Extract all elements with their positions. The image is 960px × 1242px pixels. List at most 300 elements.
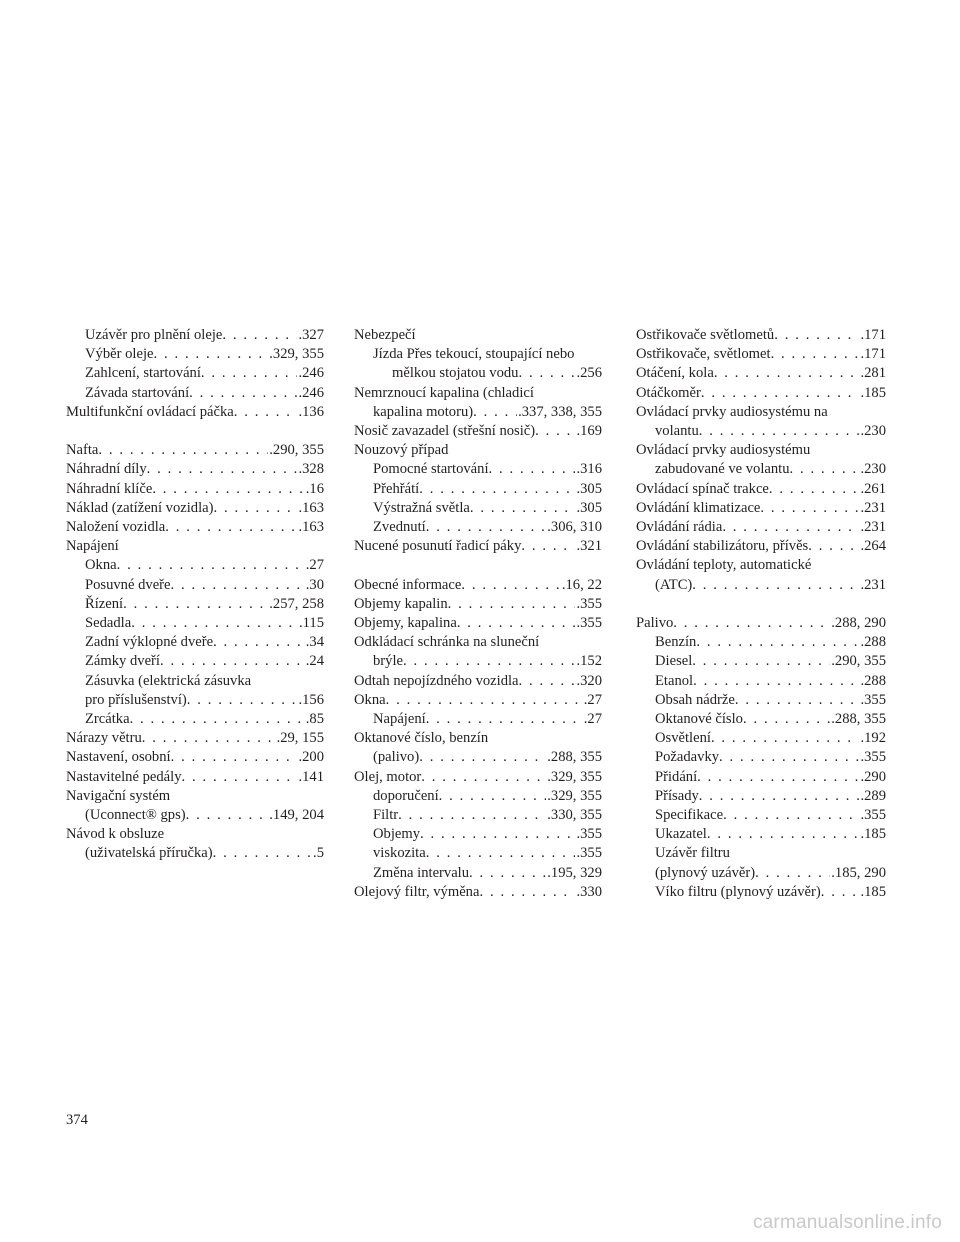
index-entry [66,672,324,710]
page-reference[interactable]: .355 [860,807,886,824]
dot-leader [457,614,576,633]
dot-leader [755,864,830,883]
index-term: Nouzový případ [354,442,449,459]
index-term: (plynový uzávěr) [655,864,756,881]
page-reference[interactable]: .246 [298,365,324,382]
index-term: Specifikace [655,807,724,824]
page-reference[interactable]: .290, 355 [831,653,886,670]
index-entry [354,806,602,825]
dot-leader [398,806,546,825]
dot-leader [448,595,576,614]
dot-leader [213,633,305,652]
index-term: Uzávěr pro plnění oleje [85,327,223,343]
index-entry-line [66,556,324,575]
page-reference[interactable]: .330 [576,883,602,900]
index-entry-line [636,537,886,556]
index-term: Odkládací schránka na sluneční [354,634,540,651]
dot-leader [469,864,546,883]
index-entry-line [66,595,324,614]
page-reference[interactable]: .85 [305,711,324,728]
index-entry-line [66,441,324,460]
dot-leader [769,480,860,499]
dot-leader [692,652,830,671]
index-entry-line [636,652,886,671]
index-entry-line [354,748,602,767]
dot-leader [426,844,576,863]
index-entry [636,326,886,345]
page-reference[interactable]: .355 [576,826,602,843]
index-entry-line [636,633,886,652]
page-reference[interactable]: .185 [860,384,886,401]
page-reference[interactable]: .321 [576,538,602,555]
index-term: Palivo [636,615,674,632]
index-entry [66,499,324,518]
page-reference[interactable]: .355 [576,595,602,612]
index-entry [354,441,602,460]
dot-leader [697,768,859,787]
index-entry [636,403,886,441]
index-entry [354,499,602,518]
index-entry-line [66,729,324,748]
index-term: Náklad (zatížení vozidla) [66,499,214,516]
index-term: Zahlcení, startování [85,365,201,382]
dot-leader [171,748,298,767]
page-reference[interactable]: .16 [305,480,324,497]
index-entry [354,864,602,883]
page-reference[interactable]: .288, 290 [831,615,886,632]
index-entry [354,787,602,806]
page-reference[interactable]: .288, 355 [831,711,886,728]
index-term: Olejový filtr, výměna [354,883,480,900]
page-reference[interactable]: .185 [860,826,886,843]
section-gap [636,595,886,614]
dot-leader [234,403,298,422]
page-reference[interactable]: .24 [305,653,324,670]
dot-leader [808,537,859,556]
page-reference[interactable]: .163 [298,499,324,516]
index-entry-line [636,556,886,575]
index-entry-line [66,787,324,806]
index-entry-line [636,364,886,383]
index-entry-line [354,806,602,825]
dot-leader [142,729,276,748]
dot-leader [518,364,575,383]
index-entry-line [636,422,886,441]
dot-leader [461,576,560,595]
page-reference[interactable]: .281 [860,365,886,382]
page-reference[interactable]: .34 [305,634,324,651]
page-reference[interactable]: .231 [860,499,886,516]
dot-leader [123,595,268,614]
index-term: Nosič zavazadel (střešní nosič) [354,423,536,440]
index-term: Obsah nádrže [655,691,735,708]
index-entry-line [66,499,324,518]
dot-leader [774,326,859,345]
index-entry [66,633,324,652]
index-entry-line [636,806,886,825]
dot-leader [719,748,859,767]
index-column-3 [636,326,886,902]
index-term: Ovládání rádia [636,519,723,536]
page-reference[interactable]: .355 [860,749,886,766]
page-reference[interactable]: .327 [298,327,324,343]
dot-leader [426,518,547,537]
index-entry [636,537,886,556]
page-number: 374 [66,1112,88,1128]
index-term: Olej, motor [354,768,422,785]
page-reference[interactable]: .136 [298,403,324,420]
dot-leader [519,672,576,691]
dot-leader [473,403,517,422]
page-reference[interactable]: .152 [576,653,602,670]
dot-leader [201,364,298,383]
index-term: Nárazy větru [66,730,142,747]
page-reference[interactable]: .316 [576,461,602,478]
index-entry [636,345,886,364]
index-entry-line [636,883,886,902]
index-entry-line [354,710,602,729]
dot-leader [696,633,859,652]
index-entry-line [354,633,602,652]
page-reference[interactable]: .231 [860,576,886,593]
page-reference[interactable]: .337, 338, 355 [518,403,602,420]
index-entry-line [66,691,324,710]
index-term: Požadavky [655,749,720,766]
dot-leader [673,614,830,633]
index-entry [354,729,602,767]
index-entry [354,691,602,710]
dot-leader [699,787,860,806]
index-entry [354,768,602,787]
index-term: Změna intervalu [373,864,470,881]
index-entry-line [354,672,602,691]
dot-leader [419,748,546,767]
page-reference[interactable]: .27 [305,557,324,574]
dot-leader [693,672,859,691]
index-entry-line [66,480,324,499]
index-term: doporučení [373,787,439,804]
index-entry [354,480,602,499]
index-entry [354,672,602,691]
dot-leader [790,460,860,479]
index-term: Etanol [655,672,694,689]
page-reference[interactable]: .261 [860,480,886,497]
index-entry [66,460,324,479]
index-entry [66,518,324,537]
index-entry-line [354,825,602,844]
index-term: Obecné informace [354,576,462,593]
dot-leader [714,364,860,383]
section-gap [354,556,602,575]
dot-leader [147,460,298,479]
index-entry-line [354,345,602,364]
index-entry-line [636,499,886,518]
page-reference[interactable]: .230 [860,461,886,478]
index-term: (Uconnect® gps) [85,807,186,824]
dot-leader [535,422,575,441]
page-reference[interactable]: .355 [576,615,602,632]
page-reference[interactable]: .141 [298,768,324,785]
index-term: Okna [85,557,117,574]
index-entry-line [66,825,324,844]
page-reference[interactable]: .290 [860,768,886,785]
dot-leader [439,787,547,806]
index-entry-line [636,460,886,479]
page-reference[interactable]: .320 [576,672,602,689]
index-entry-line [354,460,602,479]
page-reference[interactable]: .156 [298,691,324,708]
page-reference[interactable]: .329, 355 [269,346,324,363]
index-entry [636,499,886,518]
page-reference[interactable]: .329, 355 [547,768,602,785]
index-entry-line [354,883,602,902]
page-reference[interactable]: .246 [298,384,324,401]
page-reference[interactable]: .230 [860,423,886,440]
dot-leader [735,691,860,710]
index-term: Otáčení, kola [636,365,714,382]
index-entry-line [66,384,324,403]
index-entry-line [66,460,324,479]
index-entry-line [354,537,602,556]
page-reference[interactable]: .171 [860,327,886,343]
index-term: Nebezpečí [354,327,416,343]
dot-leader [420,825,575,844]
dot-leader [213,499,297,518]
dot-leader [707,825,860,844]
index-entry [66,787,324,825]
index-entry [354,710,602,729]
index-entry-line [66,806,324,825]
index-entry [66,652,324,671]
index-term: Objemy kapalin [354,595,448,612]
index-entry-line [354,729,602,748]
index-entry [636,652,886,671]
page-reference[interactable]: .288 [860,672,886,689]
dot-leader [760,499,859,518]
index-term: Zrcátka [85,711,130,728]
index-term: Naložení vozidla [66,519,166,536]
index-entry-line [354,518,602,537]
index-entry-line [66,768,324,787]
index-entry [636,691,886,710]
dot-leader [160,652,305,671]
index-term: zabudované ve volantu [655,461,790,478]
index-term: brýle [373,653,403,670]
dot-leader [131,614,298,633]
index-entry [66,710,324,729]
dot-leader [186,806,269,825]
index-entry [66,480,324,499]
index-term: Nastavení, osobní [66,749,171,766]
index-entry-line [66,844,324,863]
index-term: Ukazatel [655,826,707,843]
page-reference[interactable]: .231 [860,519,886,536]
index-term: Nemrznoucí kapalina (chladicí [354,384,534,401]
page-reference[interactable]: .355 [860,691,886,708]
page-reference[interactable]: .264 [860,538,886,555]
index-term: Objemy [373,826,421,843]
index-term: Oktanové číslo [655,711,743,728]
dot-leader [153,345,268,364]
index-entry-line [354,844,602,863]
index-entry-line [636,710,886,729]
index-entry-line [66,576,324,595]
page-reference[interactable]: .306, 310 [547,519,602,536]
page-reference[interactable]: .185 [860,883,886,900]
dot-leader [98,441,268,460]
dot-leader [213,844,312,863]
index-entry-line [354,403,602,422]
section-gap [66,422,324,441]
index-entry [66,345,324,364]
index-entry [66,556,324,575]
page-reference[interactable]: .289 [860,787,886,804]
index-term: Diesel [655,653,693,670]
page-reference[interactable]: .185, 290 [831,864,886,881]
dot-leader [479,883,575,902]
index-term: Uzávěr filtru [655,845,730,862]
index-entry [66,326,324,345]
index-entry [354,614,602,633]
index-entry [636,883,886,902]
page-reference[interactable]: .29, 155 [276,730,324,747]
page-reference[interactable]: .329, 355 [547,787,602,804]
page-reference[interactable]: .30 [305,576,324,593]
index-entry-line [66,614,324,633]
page-reference[interactable]: .169 [576,423,602,440]
index-entry-line [66,748,324,767]
page-reference[interactable]: .328 [298,461,324,478]
index-entry-line [66,364,324,383]
dot-leader [743,710,830,729]
page-reference[interactable]: .355 [576,845,602,862]
page-reference[interactable]: .192 [860,730,886,747]
index-entry [636,556,886,594]
page-reference[interactable]: .195, 329 [547,864,602,881]
index-entry [66,537,324,556]
index-term: Výběr oleje [85,346,154,363]
index-term: Ovládání stabilizátoru, přívěs [636,538,809,555]
index-entry-line [636,326,886,345]
page-reference[interactable]: .257, 258 [269,595,324,612]
page-reference[interactable]: .149, 204 [269,807,324,824]
page-reference[interactable]: .16, 22 [561,576,602,593]
dot-leader [426,710,583,729]
page-reference[interactable]: .256 [576,365,602,382]
page-reference[interactable]: .288, 355 [547,749,602,766]
index-term: mělkou stojatou vodu [392,365,519,382]
page-reference[interactable]: .27 [583,711,602,728]
index-term: Napájení [66,538,119,555]
page-reference[interactable]: .27 [583,691,602,708]
index-term: Napájení [373,711,426,728]
index-term: Přehřátí [373,480,420,497]
index-entry [636,672,886,691]
index-entry [66,614,324,633]
index-entry [354,345,602,383]
index-term: Zámky dveří [85,653,160,670]
page-reference[interactable]: .330, 355 [547,807,602,824]
index-entry [636,518,886,537]
index-entry-line [636,384,886,403]
index-entry [354,326,602,345]
index-term: Nucené posunutí řadicí páky [354,538,522,555]
index-entry [636,787,886,806]
dot-leader [165,518,297,537]
index-entry [354,883,602,902]
dot-leader [182,768,298,787]
index-entry [636,710,886,729]
index-entry-line [354,768,602,787]
index-term: Jízda Přes tekoucí, stoupající nebo [373,346,575,363]
page-reference[interactable]: .200 [298,749,324,766]
index-entry-line [354,652,602,671]
index-entry [636,614,886,633]
index-entry-line [636,844,886,863]
index-entry-line [354,787,602,806]
page-reference[interactable]: .163 [298,519,324,536]
index-term: viskozita [373,845,426,862]
index-entry-line [636,787,886,806]
index-entry [354,595,602,614]
index-term: kapalina motoru) [373,403,474,420]
index-entry-line [636,729,886,748]
index-entry [636,806,886,825]
index-term: Ovládání klimatizace [636,499,761,516]
index-entry-line [354,499,602,518]
index-entry [354,844,602,863]
page-reference[interactable]: .115 [299,615,324,632]
page-reference[interactable]: .171 [860,346,886,363]
index-term: Benzín [655,634,697,651]
index-entry-line [66,652,324,671]
index-term: (uživatelská příručka) [85,845,213,862]
index-entry [66,595,324,614]
page-reference[interactable]: .5 [313,845,324,862]
index-term: Výstražná světla [373,499,470,516]
dot-leader [692,576,859,595]
index-term: Odtah nepojízdného vozidla [354,672,519,689]
index-entry-line [636,480,886,499]
index-entry [66,384,324,403]
index-term: Zvednutí [373,519,426,536]
index-term: Objemy, kapalina [354,615,457,632]
index-entry-line [636,691,886,710]
index-entry-line [636,345,886,364]
dot-leader [130,710,305,729]
index-term: Okna [354,691,386,708]
index-entry [636,748,886,767]
page-reference[interactable]: .288 [860,634,886,651]
page-reference[interactable]: .290, 355 [269,442,324,459]
watermark-text[interactable]: carmanualsonline.info [752,1212,942,1233]
index-term: Sedadla [85,615,132,632]
dot-leader [489,460,576,479]
page-reference[interactable]: .305 [576,499,602,516]
index-entry-line [354,480,602,499]
index-entry-line [636,748,886,767]
index-entry [354,537,602,556]
index-entry-line [354,364,602,383]
index-entry-line [66,710,324,729]
index-entry [636,384,886,403]
index-entry-line [636,614,886,633]
index-term: Závada startování [85,384,190,401]
index-entry [636,768,886,787]
page-reference[interactable]: .305 [576,480,602,497]
dot-leader [171,576,305,595]
dot-leader [419,480,575,499]
